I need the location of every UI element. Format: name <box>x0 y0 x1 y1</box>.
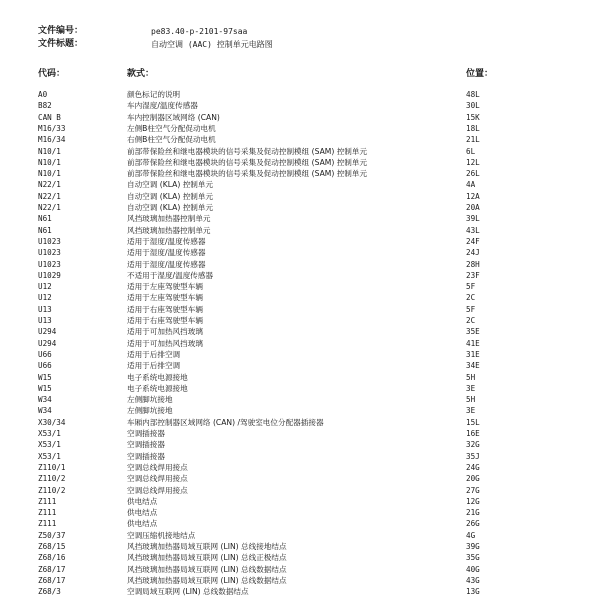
row-code: B82 <box>38 101 52 111</box>
table-row <box>0 508 602 518</box>
row-code: U12 <box>38 293 52 303</box>
row-code: Z68/17 <box>38 575 66 585</box>
row-description: 空调压缩机接地结点 <box>127 530 196 540</box>
table-row <box>0 587 602 597</box>
row-position: 4G <box>466 530 476 540</box>
row-position: 6L <box>466 146 476 156</box>
row-position: 20A <box>466 203 480 212</box>
doc-number-label: 文件编号： <box>38 26 84 36</box>
row-position: 40G <box>466 564 480 574</box>
row-description: 风挡玻璃加热器局域互联网 (LIN) 总线数据结点 <box>127 564 287 574</box>
row-position: 26G <box>466 519 480 529</box>
row-code: N61 <box>38 214 52 224</box>
row-code: U1023 <box>38 236 61 246</box>
row-description: 车厢内部控制器区域网络 (CAN) /驾驶室电位分配器插接器 <box>127 417 324 427</box>
row-position: 24J <box>466 248 480 258</box>
table-row <box>0 293 602 303</box>
row-description: 适用于可加热风挡玻璃 <box>127 327 203 337</box>
row-code: CAN B <box>38 112 61 122</box>
row-code: N10/1 <box>38 169 61 179</box>
row-code: Z110/2 <box>38 474 66 484</box>
row-position: 5F <box>466 304 476 314</box>
row-position: 26L <box>466 169 480 179</box>
table-row <box>0 384 602 394</box>
row-code: M16/34 <box>38 135 66 145</box>
row-code: Z68/17 <box>38 564 66 574</box>
table-row <box>0 418 602 428</box>
table-row <box>0 406 602 416</box>
row-description: 电子系统电源接地 <box>127 383 188 393</box>
row-position: 12L <box>466 157 480 167</box>
table-row <box>0 395 602 405</box>
row-code: U294 <box>38 338 57 348</box>
row-position: 5H <box>466 395 476 405</box>
row-description: 自动空调 (KLA) 控制单元 <box>127 180 214 190</box>
row-code: U1023 <box>38 259 61 269</box>
table-row <box>0 361 602 371</box>
row-code: N22/1 <box>38 180 61 190</box>
row-code: U1023 <box>38 248 61 258</box>
doc-title-label: 文件标题： <box>38 39 84 49</box>
row-description: 自动空调 (KLA) 控制单元 <box>127 191 214 201</box>
row-code: U294 <box>38 327 57 337</box>
row-description: 车内湿度/温度传感器 <box>127 101 198 111</box>
row-description: 适用于湿度/温度传感器 <box>127 248 206 258</box>
row-description: 前部带保险丝和继电器模块的信号采集及促动控制模组 (SAM) 控制单元 <box>127 157 368 167</box>
row-position: 12A <box>466 191 480 201</box>
row-description: 左侧脚坑接地 <box>127 406 173 416</box>
row-code: Z111 <box>38 496 57 506</box>
row-description: 不适用于湿度/温度传感器 <box>127 270 214 280</box>
row-description: 风挡玻璃加热器局域互联网 (LIN) 总线正极结点 <box>127 553 287 563</box>
row-position: 4A <box>466 180 476 190</box>
row-position: 30L <box>466 101 480 111</box>
row-code: U12 <box>38 282 52 292</box>
row-code: Z68/3 <box>38 587 61 597</box>
table-row <box>0 192 602 202</box>
row-position: 18L <box>466 123 480 133</box>
table-row <box>0 226 602 236</box>
table-row <box>0 203 602 213</box>
row-description: 空调局域互联网 (LIN) 总线数据结点 <box>127 587 249 597</box>
row-position: 34E <box>466 361 480 371</box>
row-position: 43L <box>466 225 480 235</box>
row-position: 35E <box>466 327 480 337</box>
table-row <box>0 147 602 157</box>
row-description: 供电结点 <box>127 519 158 529</box>
row-code: X53/1 <box>38 451 61 461</box>
table-row <box>0 135 602 145</box>
row-description: 风挡玻璃加热器局域互联网 (LIN) 总线接地结点 <box>127 542 287 551</box>
row-description: 左侧脚坑接地 <box>127 395 173 405</box>
table-row <box>0 474 602 484</box>
row-description: 适用于可加热风挡玻璃 <box>127 338 203 348</box>
table-row <box>0 553 602 563</box>
row-description: 空调插接器 <box>127 451 165 461</box>
row-position: 21G <box>466 508 480 518</box>
row-code: X30/34 <box>38 417 66 427</box>
row-description: 右侧B柱空气分配促动电机 <box>127 135 216 145</box>
row-description: 空调总线焊用接点 <box>127 474 188 484</box>
row-description: 左侧B柱空气分配促动电机 <box>127 123 216 133</box>
row-position: 2C <box>466 316 476 325</box>
row-description: 前部带保险丝和继电器模块的信号采集及促动控制模组 (SAM) 控制单元 <box>127 146 368 156</box>
doc-title-value: 自动空调 (AAC) 控制单元电路图 <box>151 40 273 49</box>
row-position: 3E <box>466 383 476 393</box>
table-row <box>0 497 602 507</box>
row-description: 空调插接器 <box>127 440 165 450</box>
row-code: W34 <box>38 395 52 405</box>
row-description: 适用于左座驾驶型车辆 <box>127 293 203 303</box>
table-row <box>0 180 602 190</box>
row-code: U66 <box>38 349 52 359</box>
row-position: 35J <box>466 451 480 461</box>
row-description: 风挡玻璃加热器局域互联网 (LIN) 总线数据结点 <box>127 575 287 585</box>
column-header-description: 款式： <box>127 69 155 79</box>
row-description: 空调总线焊用接点 <box>127 462 188 472</box>
row-description: 风挡玻璃加热器控制单元 <box>127 214 211 224</box>
row-description: 电子系统电源接地 <box>127 372 188 382</box>
row-code: W34 <box>38 406 52 416</box>
table-row <box>0 271 602 281</box>
table-row <box>0 237 602 247</box>
row-description: 适用于左座驾驶型车辆 <box>127 282 203 292</box>
row-position: 28H <box>466 259 480 269</box>
table-row <box>0 350 602 360</box>
row-position: 41E <box>466 338 480 348</box>
table-row <box>0 463 602 473</box>
table-row <box>0 260 602 270</box>
table-row <box>0 214 602 224</box>
row-description: 供电结点 <box>127 496 158 506</box>
table-row <box>0 429 602 439</box>
column-header-position: 位置： <box>466 69 494 79</box>
row-code: A0 <box>38 90 48 99</box>
row-code: U13 <box>38 316 52 325</box>
row-description: 空调插接器 <box>127 429 165 438</box>
row-code: W15 <box>38 383 52 393</box>
row-position: 5F <box>466 282 476 292</box>
row-code: Z50/37 <box>38 530 66 540</box>
row-description: 供电结点 <box>127 508 158 518</box>
row-description: 适用于右座驾驶型车辆 <box>127 304 203 314</box>
row-position: 31E <box>466 349 480 359</box>
row-code: Z110/1 <box>38 462 66 472</box>
table-row <box>0 519 602 529</box>
row-description: 适用于后排空调 <box>127 349 181 359</box>
row-code: U66 <box>38 361 52 371</box>
table-row <box>0 101 602 111</box>
row-description: 车内控制器区域网络 (CAN) <box>127 112 220 122</box>
table-row <box>0 124 602 134</box>
row-description: 颜色标记的说明 <box>127 90 181 99</box>
doc-number-value: pe83.40-p-2101-97saa <box>151 27 248 36</box>
row-code: Z111 <box>38 519 57 529</box>
row-position: 35G <box>466 553 480 563</box>
row-position: 5H <box>466 372 476 382</box>
row-position: 2C <box>466 293 476 303</box>
table-row <box>0 248 602 258</box>
table-row <box>0 486 602 496</box>
row-position: 21L <box>466 135 480 145</box>
row-position: 20G <box>466 474 480 484</box>
row-position: 24G <box>466 462 480 472</box>
table-row <box>0 440 602 450</box>
table-row <box>0 158 602 168</box>
table-row <box>0 565 602 575</box>
row-code: U1029 <box>38 270 61 280</box>
row-description: 适用于湿度/温度传感器 <box>127 259 206 269</box>
table-row <box>0 169 602 179</box>
row-position: 16E <box>466 429 480 438</box>
row-description: 适用于后排空调 <box>127 361 181 371</box>
table-row <box>0 373 602 383</box>
row-code: Z68/15 <box>38 542 66 551</box>
row-position: 43G <box>466 575 480 585</box>
table-row <box>0 282 602 292</box>
row-description: 风挡玻璃加热器控制单元 <box>127 225 211 235</box>
row-position: 23F <box>466 270 480 280</box>
row-position: 32G <box>466 440 480 450</box>
row-position: 48L <box>466 90 480 99</box>
row-code: Z111 <box>38 508 57 518</box>
row-position: 15K <box>466 112 480 122</box>
row-code: W15 <box>38 372 52 382</box>
row-code: M16/33 <box>38 123 66 133</box>
row-position: 24F <box>466 236 480 246</box>
row-code: N61 <box>38 225 52 235</box>
row-description: 适用于右座驾驶型车辆 <box>127 316 203 325</box>
table-row <box>0 531 602 541</box>
table-row <box>0 305 602 315</box>
row-code: N10/1 <box>38 146 61 156</box>
row-code: N22/1 <box>38 203 61 212</box>
row-position: 3E <box>466 406 476 416</box>
row-code: X53/1 <box>38 429 61 438</box>
row-code: Z68/16 <box>38 553 66 563</box>
row-code: X53/1 <box>38 440 61 450</box>
row-code: N22/1 <box>38 191 61 201</box>
row-code: Z110/2 <box>38 485 66 495</box>
row-description: 适用于湿度/温度传感器 <box>127 236 206 246</box>
row-code: N10/1 <box>38 157 61 167</box>
table-row <box>0 339 602 349</box>
row-code: U13 <box>38 304 52 314</box>
table-row <box>0 316 602 326</box>
table-row <box>0 113 602 123</box>
table-row <box>0 327 602 337</box>
table-row <box>0 452 602 462</box>
row-position: 15L <box>466 417 480 427</box>
row-position: 39G <box>466 542 480 551</box>
row-description: 前部带保险丝和继电器模块的信号采集及促动控制模组 (SAM) 控制单元 <box>127 169 368 179</box>
row-position: 39L <box>466 214 480 224</box>
table-row <box>0 576 602 586</box>
table-row <box>0 542 602 552</box>
row-position: 27G <box>466 485 480 495</box>
row-position: 13G <box>466 587 480 597</box>
row-description: 空调总线焊用接点 <box>127 485 188 495</box>
row-position: 12G <box>466 496 480 506</box>
column-header-code: 代码： <box>38 69 66 79</box>
row-description: 自动空调 (KLA) 控制单元 <box>127 203 214 212</box>
table-row <box>0 90 602 100</box>
